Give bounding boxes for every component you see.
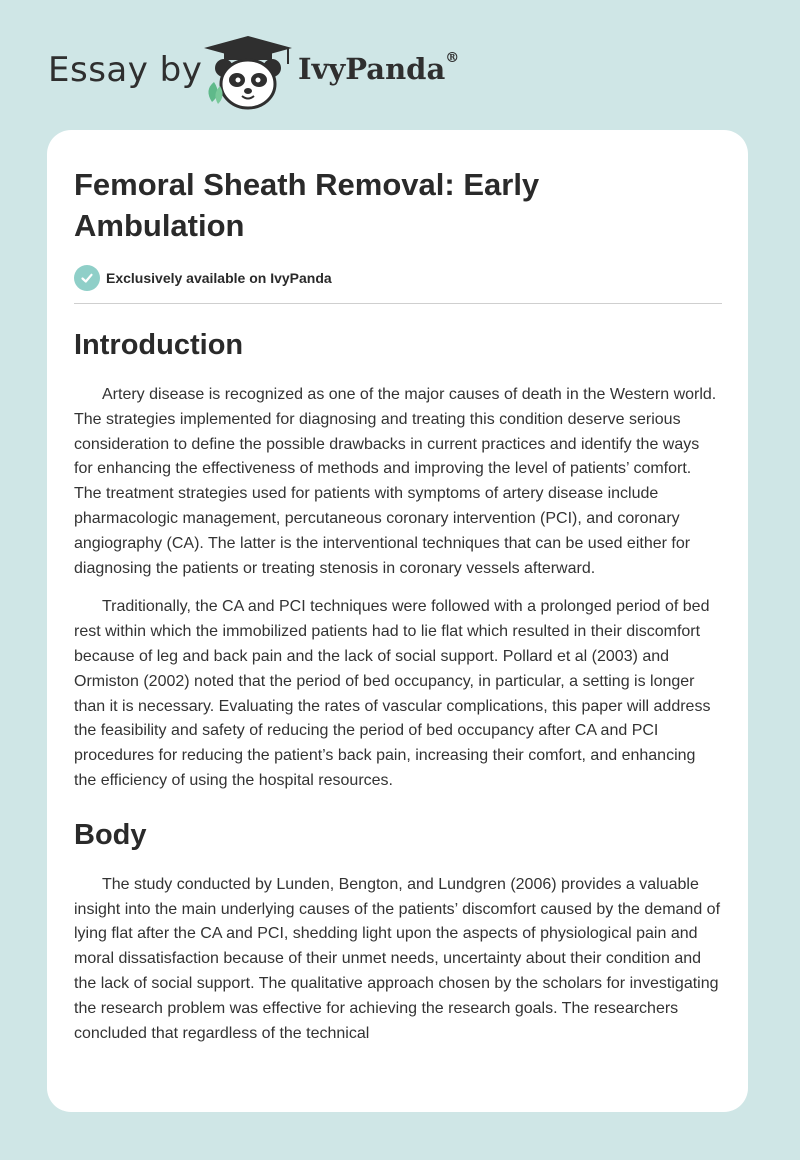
brand-name[interactable]: IvyPanda® — [298, 50, 460, 86]
paragraph: Artery disease is recognized as one of the major causes of death in the Western world. The strategies implemented for diagnosing and treating this condition deserve serious consideration to define the possible drawbacks in current practices and identify the ways for enhancing the effectiveness of methods and improving the level of patients’ comfort. The treatment strategies used for patients with symptoms of artery disease include pharmacologic management, percutaneous coronary intervention (PCI), and coronary angiography (CA). The latter is the interventional techniques that can be used either for diagnosing the patients or treating stenosis in coronary vessels afterward. — [74, 386, 717, 577]
panda-logo-icon[interactable] — [200, 34, 296, 110]
article-title: Femoral Sheath Removal: Early Ambulation — [74, 167, 540, 243]
section-heading: Introduction — [74, 329, 244, 361]
essay-by-label: Essay by — [48, 50, 203, 90]
exclusive-badge — [74, 265, 722, 291]
divider — [74, 303, 722, 304]
check-icon — [74, 265, 100, 291]
section-heading: Body — [74, 818, 147, 851]
paragraph: The study conducted by Lunden, Bengton, and Lundgren (2006) provides a valuable insight into the main underlying causes of the patients’ discomfort caused by the demand of lying flat after the CA and PCI, shedding light upon the aspects of physiological pain and moral dissatisfaction because of their unmet needs, uncertainty about their condition and the lack of social support. The qualitative approach chosen by the scholars for investigating the research problem was effective for achieving the research goals. The researchers concluded that regardless of the technical — [74, 875, 721, 1042]
article-content — [74, 164, 722, 1046]
site-header — [0, 0, 800, 130]
paragraph: Traditionally, the CA and PCI techniques were followed with a prolonged period of bed rest within which the immobilized patients had to lie flat which resulted in their discomfort because of leg and back pain and the lack of social support. Pollard et al (2003) and Ormiston (2002) noted that the period of bed occupancy, in particular, a setting is longer than it is necessary. Evaluating the rates of vascular complications, this paper will address the feasibility and safety of reducing the period of bed occupancy after CA and PCI procedures for reducing the patient’s back pain, increasing their comfort, and enhancing the efficiency of using the hospital resources. — [74, 598, 711, 789]
article-card — [47, 130, 748, 1112]
badge-label: Exclusively available on IvyPanda — [106, 270, 332, 286]
